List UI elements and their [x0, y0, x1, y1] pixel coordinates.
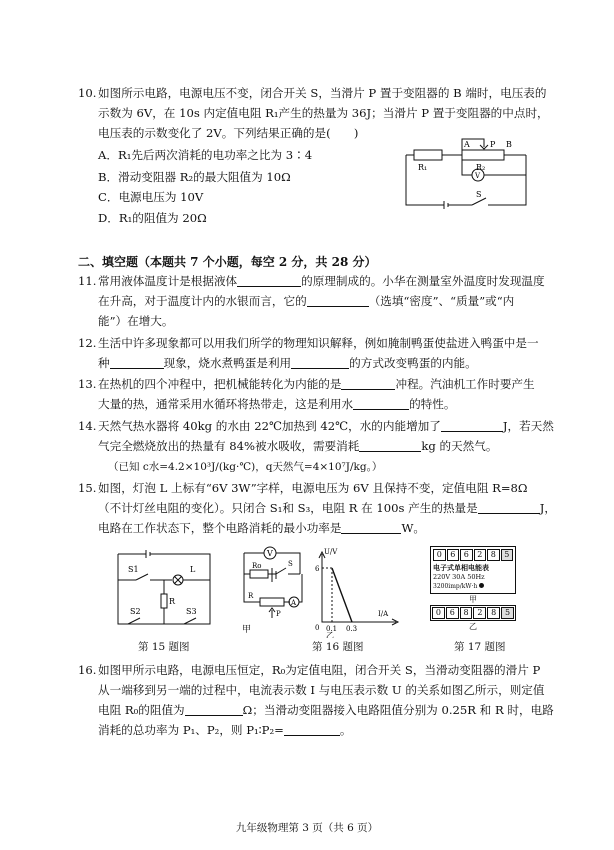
tick-label: 0.1 — [326, 625, 338, 633]
page-footer: 九年级物理第 3 页（共 6 页） — [235, 822, 379, 834]
answer-blank[interactable] — [237, 272, 301, 287]
meter-digits-2 — [430, 605, 516, 621]
label-s: S — [476, 190, 482, 199]
section-title: 二、填空题（本题共 7 个小题，每空 2 分，共 28 分） — [78, 255, 377, 269]
label-r0: Ro — [252, 562, 262, 570]
label-jia: 甲 — [469, 595, 477, 604]
meter-digit: 6 — [446, 607, 459, 619]
question-text: 电压表的示数变化了 2V。下列结果正确的是( ) — [98, 126, 359, 140]
label-s1: S1 — [128, 565, 139, 574]
question-text: J， — [539, 501, 556, 515]
question-text: J，若天然 — [502, 419, 554, 433]
question-text: 的特性。 — [409, 397, 456, 411]
meter-digit: 2 — [474, 549, 487, 561]
meter-digit: 0 — [433, 549, 446, 561]
meter-digit: 8 — [460, 607, 473, 619]
question-text: 天然气热水器将 40kg 的水由 22℃加热到 42℃，水的内能增加了 — [98, 419, 441, 433]
meter-digit: 6 — [447, 549, 460, 561]
label-a: A — [464, 140, 470, 149]
answer-blank[interactable] — [341, 519, 401, 534]
option-d: D．R₁的阻值为 20Ω — [98, 211, 207, 225]
question-text: 从一端移到另一端的过程中，电流表示数 I 与电压表示数 U 的关系如图乙所示，则定值 — [98, 683, 545, 697]
question-text: 。 — [339, 723, 352, 737]
question-14 — [78, 416, 593, 456]
ammeter-icon: A — [291, 599, 297, 607]
caption: 第 16 题图 — [312, 641, 364, 653]
question-text: 生活中许多现象都可以用我们所学的物理知识解释，例如腌制鸭蛋使盐进入鸭蛋中是一 — [98, 336, 539, 350]
question-text: kg 的天然气。 — [421, 439, 498, 453]
option-a: A．R₁先后两次消耗的电功率之比为 3∶4 — [98, 148, 313, 162]
label-yi: 乙 — [469, 622, 477, 631]
question-text: 冲程。汽油机工作时要产生 — [395, 377, 535, 391]
y-axis-label: U/V — [324, 548, 338, 556]
question-text: 常用液体温度计是根据液体 — [98, 274, 238, 288]
meter-title: 电子式单相电能表 — [433, 563, 489, 572]
question-text: 气完全燃烧放出的热量有 84%被水吸收，需要消耗 — [98, 439, 360, 453]
label-yi: 乙 — [326, 631, 334, 638]
answer-blank[interactable] — [291, 354, 349, 369]
answer-blank[interactable] — [284, 721, 340, 736]
meter-digit: 8 — [487, 549, 500, 561]
question-text: 电阻 R₀的阻值为 — [98, 703, 185, 717]
meter-digits — [433, 549, 513, 561]
label-r: R — [169, 597, 176, 606]
question-number: 12. — [78, 336, 97, 350]
label-jia: 甲 — [242, 625, 252, 635]
tick-label: 0 — [315, 624, 320, 632]
question-text: 示数为 6V，在 10s 内定值电阻 R₁产生的热量为 36J；当滑片 P 置于变阻器的中点时， — [98, 106, 549, 120]
question-number: 11. — [78, 274, 97, 288]
meter-digit: 6 — [460, 549, 473, 561]
answer-blank[interactable] — [307, 292, 369, 307]
answer-blank[interactable] — [441, 417, 503, 432]
meter-digit: 8 — [487, 607, 500, 619]
question-number: 15. — [78, 481, 97, 495]
caption: 第 17 题图 — [454, 641, 506, 653]
answer-blank[interactable] — [185, 701, 243, 716]
question-number: 10. — [78, 86, 97, 100]
label-s3: S3 — [186, 607, 197, 616]
question-10 — [78, 83, 593, 143]
label-s2: S2 — [130, 607, 141, 616]
voltmeter-icon: V — [267, 549, 273, 558]
question-text: 如图所示电路，电源电压不变，闭合开关 S，当滑片 P 置于变阻器的 B 端时，电压表的 — [98, 86, 547, 100]
tick-label: 6 — [315, 565, 320, 573]
question-text: 的原理制成的。小华在测量室外温度时发现温度 — [301, 274, 545, 288]
indicator-light-icon — [479, 583, 484, 588]
option-c: C．电源电压为 10V — [98, 190, 204, 204]
label-r2: R₂ — [476, 163, 486, 172]
figure-16-graph — [312, 546, 400, 638]
question-text: 现象，烧水煮鸭蛋是利用 — [163, 356, 292, 370]
tick-label: 0.3 — [346, 625, 358, 633]
label-l: L — [190, 565, 196, 574]
question-15 — [78, 478, 593, 538]
x-axis-label: I/A — [378, 610, 389, 618]
question-number: 14. — [78, 419, 97, 433]
question-text: 电路在工作状态下，整个电路消耗的最小功率是 — [98, 521, 342, 535]
meter-spec: 220V 30A 50Hz — [433, 573, 485, 581]
answer-blank[interactable] — [341, 375, 395, 390]
question-number: 16. — [78, 663, 97, 677]
question-12 — [78, 333, 593, 373]
figure-17-meter — [430, 546, 516, 636]
answer-blank[interactable] — [353, 395, 409, 410]
question-text: （选填“密度”、“质量”或“内 — [368, 294, 515, 308]
label-s: S — [288, 560, 293, 568]
answer-blank[interactable] — [478, 499, 540, 514]
label-p: P — [276, 610, 281, 618]
question-text: （不计灯丝电阻的变化）。只闭合 S₁和 S₃，电阻 R 在 100s 产生的热量是 — [98, 501, 478, 515]
question-text: 如图，灯泡 L 上标有“6V 3W”字样，电源电压为 6V 且保持不变，定值电阻 R=8Ω — [98, 481, 528, 495]
meter-digit: 0 — [432, 607, 445, 619]
question-text: 大量的热，通常采用水循环将热带走，这是利用水 — [98, 397, 354, 411]
caption: 第 15 题图 — [138, 641, 190, 653]
question-text: 种 — [98, 356, 110, 370]
voltmeter-icon: V — [475, 172, 481, 180]
question-11 — [78, 271, 593, 331]
question-text: 如图甲所示电路，电源电压恒定，R₀为定值电阻，闭合开关 S，当滑动变阻器的滑片 P — [98, 663, 541, 677]
question-text: W。 — [401, 521, 425, 535]
meter-digit: 2 — [473, 607, 486, 619]
given-constants: （已知 c水=4.2×10³J/(kg·℃)，q天然气=4×10⁷J/kg。） — [108, 461, 383, 473]
figure-15-circuit — [114, 548, 214, 628]
answer-blank[interactable] — [110, 354, 164, 369]
answer-blank[interactable] — [359, 437, 421, 452]
figure-16-circuit — [240, 546, 306, 638]
question-text: Ω；当滑动变阻器接入电路阻值分别为 0.25R 和 R 时，电路 — [242, 703, 554, 717]
question-13 — [78, 374, 593, 414]
label-b: B — [506, 140, 512, 149]
label-p: P — [490, 140, 496, 149]
q10-circuit-diagram — [404, 135, 544, 211]
label-r: R — [248, 592, 254, 600]
meter-digit: 5 — [501, 549, 514, 561]
meter-panel — [430, 546, 516, 594]
question-text: 能”）在增大。 — [98, 314, 174, 328]
meter-digit: 5 — [501, 607, 514, 619]
question-16 — [78, 660, 593, 740]
meter-constant: 3200imp/kW·h — [433, 583, 478, 590]
question-text: 消耗的总功率为 P₁、P₂，则 P₁∶P₂= — [98, 723, 284, 737]
question-number: 13. — [78, 377, 97, 391]
question-text: 在升高，对于温度计内的水银而言，它的 — [98, 294, 307, 308]
question-text: 在热机的四个冲程中，把机械能转化为内能的是 — [98, 377, 342, 391]
label-r1: R₁ — [418, 163, 428, 172]
question-text: 的方式改变鸭蛋的内能。 — [349, 356, 477, 370]
option-b: B．滑动变阻器 R₂的最大阻值为 10Ω — [98, 170, 291, 184]
